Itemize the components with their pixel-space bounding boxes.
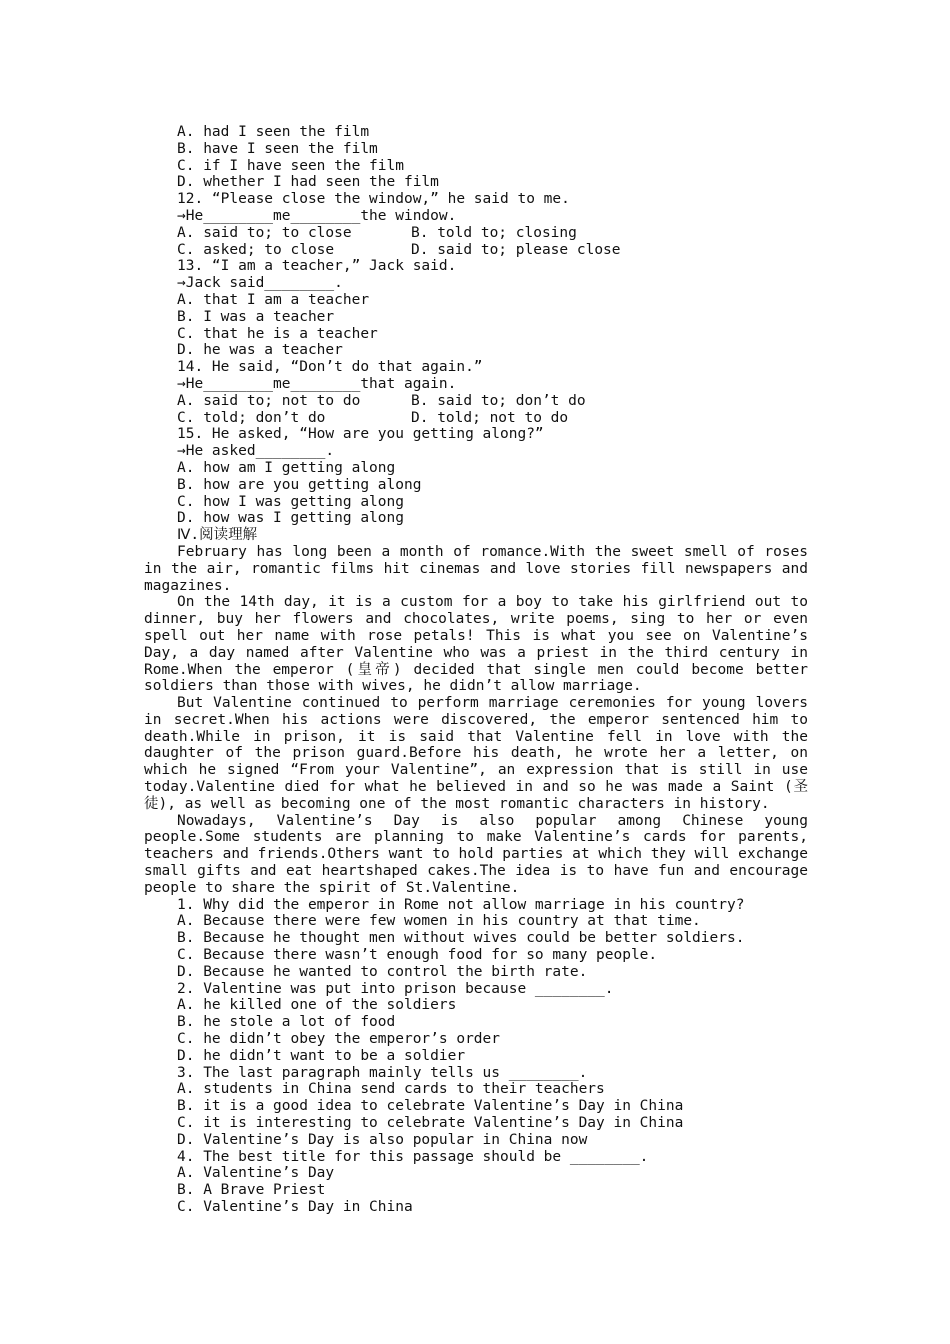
passage-paragraph: February has long been a month of romance.With the sweet smell of roses in the air, romantic films hit cinemas and love stories fill newspapers and magazines. (144, 543, 808, 594)
option-row (177, 410, 808, 427)
worksheet-page (144, 124, 808, 1216)
question-stem: 15. He asked, “How are you getting along?” (177, 426, 544, 443)
reading-question-2 (144, 981, 808, 1065)
option-c: C. he didn’t obey the emperor’s order (177, 1031, 501, 1048)
option-d: D. he was a teacher (177, 342, 343, 359)
option-b: B. he stole a lot of food (177, 1014, 396, 1031)
question-rewrite: →He________me________that again. (177, 375, 457, 392)
passage-paragraph: But Valentine continued to perform marriage ceremonies for young lovers in secret.When his actions were discovered, the emperor sentenced him to death.While in prison, it is said that Valentine fell in love with the daughter of the prison guard.Before his death, he wrote her a letter, on which he signed “From your Valentine”, an expression that is still in use today.Valentine died for what he believed in and so he was made a Saint (圣徒), as well as becoming one of the most romantic characters in history. (144, 695, 808, 812)
question-stem: 2. Valentine was put into prison because ________. (177, 980, 614, 997)
question-14 (144, 359, 808, 426)
passage-paragraph: On the 14th day, it is a custom for a boy to take his girlfriend out to dinner, buy her flowers and chocolates, write poems, sing to her or even spell out her name with rose petals! This is what you see on Valentine’s Day, a day named after Valentine who was a priest in the third century in Rome.When the emperor (皇帝) decided that single men could become better soldiers than those with wives, he didn’t allow marriage. (144, 594, 808, 695)
option-d: D. whether I had seen the film (177, 174, 439, 191)
reading-question-3 (144, 1065, 808, 1149)
option-c: C. Valentine’s Day in China (177, 1199, 413, 1215)
option-a: A. that I am a teacher (177, 291, 370, 308)
option-a: A. students in China send cards to their teachers (177, 1081, 605, 1098)
option-b: B. told to; closing (411, 224, 577, 241)
question-rewrite: →He asked________. (177, 443, 335, 460)
option-c: C. Because there wasn’t enough food for so many people. (177, 947, 658, 964)
option-d: D. Because he wanted to control the birth rate. (177, 963, 588, 980)
option-b: B. it is a good idea to celebrate Valentine’s Day in China (177, 1098, 684, 1115)
question-stem: 12. “Please close the window,” he said to me. (177, 191, 570, 208)
option-d: D. told; not to do (411, 409, 569, 426)
option-c: C. asked; to close (177, 241, 335, 258)
passage-paragraph: Nowadays, Valentine’s Day is also popular among Chinese young people.Some students are planning to make Valentine’s cards for parents, teachers and friends.Others want to hold parties at which they will exchange small gifts and eat heartshaped cakes.The idea is to have fun and encourage people to share the spirit of St.Valentine. (144, 812, 808, 896)
option-b: B. A Brave Priest (177, 1182, 326, 1199)
option-d: D. how was I getting along (177, 510, 404, 527)
option-b: B. have I seen the film (177, 140, 378, 157)
question-stem: 4. The best title for this passage should be ________. (177, 1148, 649, 1165)
question-rewrite: →Jack said________. (177, 275, 343, 292)
option-b: B. said to; don’t do (411, 392, 586, 409)
option-c: C. if I have seen the film (177, 157, 404, 174)
option-a: A. Valentine’s Day (177, 1165, 335, 1182)
option-row (177, 393, 808, 410)
option-a: A. said to; not to do (177, 392, 361, 409)
option-c: C. how I was getting along (177, 493, 404, 510)
option-c: C. it is interesting to celebrate Valentine’s Day in China (177, 1115, 684, 1132)
section-heading: Ⅳ.阅读理解 (177, 527, 258, 544)
option-b: B. Because he thought men without wives could be better soldiers. (177, 930, 745, 947)
question-stem: 3. The last paragraph mainly tells us ________. (177, 1064, 588, 1081)
option-row (177, 242, 808, 259)
question-stem: 14. He said, “Don’t do that again.” (177, 359, 483, 376)
question-12 (144, 191, 808, 258)
option-c: C. that he is a teacher (177, 325, 378, 342)
reading-question-4 (144, 1149, 808, 1216)
question-11-options (144, 124, 808, 191)
option-c: C. told; don’t do (177, 409, 326, 426)
option-d: D. said to; please close (411, 241, 621, 258)
option-a: A. he killed one of the soldiers (177, 997, 457, 1014)
question-stem: 1. Why did the emperor in Rome not allow marriage in his country? (177, 896, 745, 913)
option-a: A. how am I getting along (177, 459, 396, 476)
option-d: D. Valentine’s Day is also popular in China now (177, 1131, 588, 1148)
question-15 (144, 426, 808, 527)
option-d: D. he didn’t want to be a soldier (177, 1047, 466, 1064)
option-row (177, 225, 808, 242)
reading-question-1 (144, 897, 808, 981)
question-13 (144, 258, 808, 359)
option-a: A. Because there were few women in his country at that time. (177, 913, 701, 930)
option-a: A. had I seen the film (177, 124, 370, 140)
question-rewrite: →He________me________the window. (177, 207, 457, 224)
option-a: A. said to; to close (177, 224, 352, 241)
reading-passage (144, 544, 808, 897)
option-b: B. I was a teacher (177, 308, 335, 325)
question-stem: 13. “I am a teacher,” Jack said. (177, 258, 457, 275)
option-b: B. how are you getting along (177, 476, 422, 493)
